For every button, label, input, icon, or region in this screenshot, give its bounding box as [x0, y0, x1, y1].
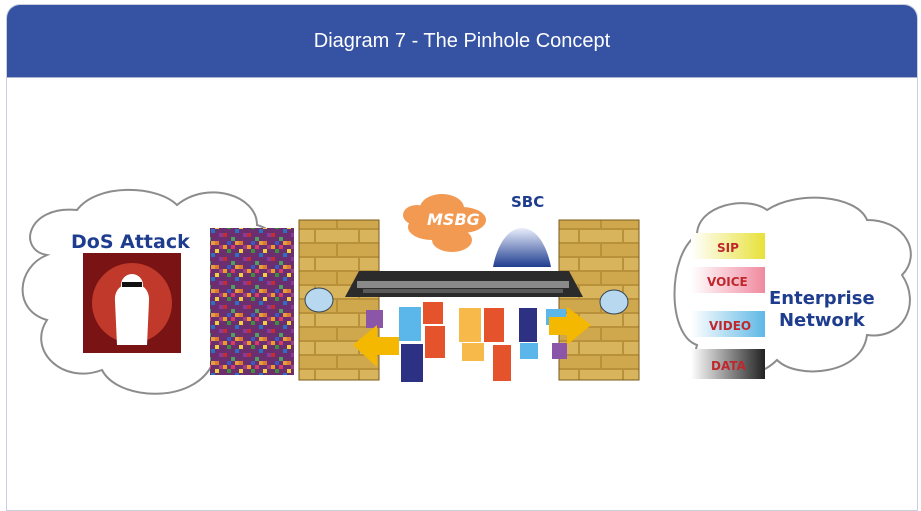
band-label-video: VIDEO	[709, 319, 752, 333]
attacker-icon	[83, 253, 181, 353]
sbc-device-icon	[345, 271, 583, 297]
enterprise-label-line2: Network	[778, 310, 865, 331]
attack-traffic-block	[210, 228, 294, 375]
band-label-voice: VOICE	[707, 275, 748, 289]
pinhole-diagram	[7, 5, 917, 510]
band-label-data: DATA	[711, 359, 746, 373]
msbg-label: MSBG	[427, 210, 480, 229]
sbc-logo	[491, 215, 553, 270]
sbc-label: SBC	[511, 193, 545, 211]
page-title: Diagram 7 - The Pinhole Concept	[313, 29, 611, 52]
diagram-frame	[6, 4, 918, 511]
enterprise-network-label	[769, 288, 875, 332]
band-label-sip: SIP	[717, 241, 739, 255]
right-firewall-icon	[559, 220, 639, 380]
enterprise-label-line1: Enterprise	[769, 288, 875, 309]
dos-attack-label: DoS Attack	[71, 231, 190, 253]
